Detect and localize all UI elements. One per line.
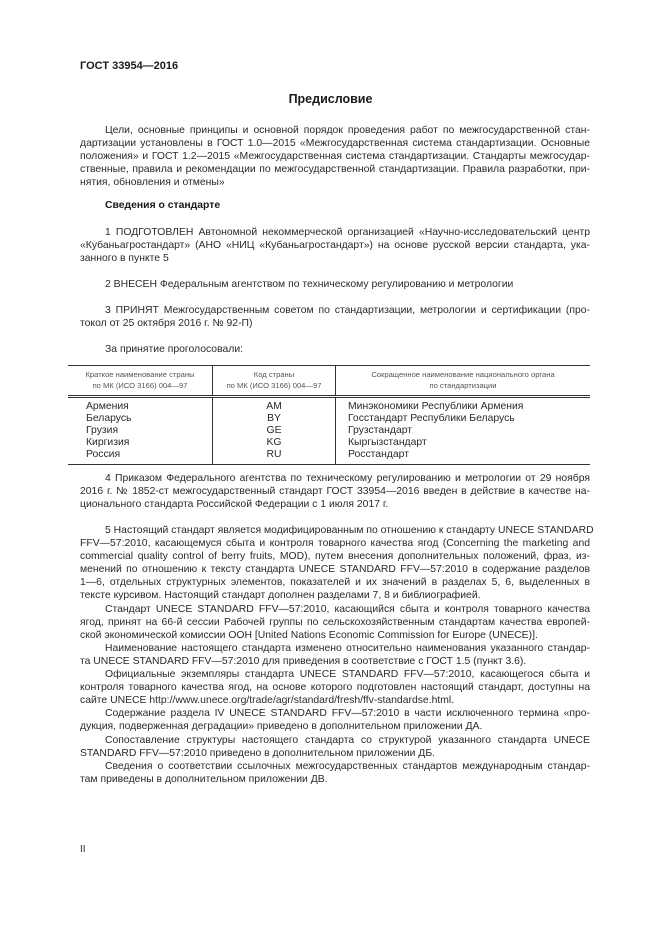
- item-2-paragraph: [80, 278, 590, 291]
- text-line: ционального стандарта Российской Федерации с 1 июля 2017 г.: [80, 499, 389, 511]
- paragraph: [80, 278, 590, 291]
- standards-body: Росстандарт: [336, 449, 591, 465]
- header-line: Код страны: [253, 370, 295, 379]
- text-line: 5 Настоящий стандарт является модифицированным по отношению к стандарту UNECE STANDARD: [105, 525, 594, 536]
- paragraph: [80, 304, 590, 330]
- text-line: 4 Приказом Федерального агентства по техническому регулированию и метрологии от 29 ноября: [105, 473, 590, 484]
- country-code: KG: [213, 437, 336, 449]
- text-line: дартизации установлены в ГОСТ 1.0—2015 «Межгосударственная система стандартизации. Основные: [80, 138, 590, 150]
- country-name: Киргизия: [86, 437, 130, 448]
- country-name: Грузия: [86, 425, 119, 436]
- country-code: GE: [213, 425, 336, 437]
- intro-paragraph: [80, 124, 590, 189]
- item-5-section: [80, 524, 594, 786]
- paragraph: [80, 226, 590, 265]
- text-line: Содержание раздела IV UNECE STANDARD FFV—57:2010 в части исключенного термина «про-: [105, 708, 590, 720]
- item-3-paragraph: [80, 304, 590, 330]
- country-code: AM: [213, 397, 336, 414]
- voting-countries-table: [68, 365, 590, 465]
- text-line: 1—6, отдельных структурных элементов, показателей и их значений в разделах 5, 6, выделенных в: [80, 577, 590, 589]
- header-line: по МК (ИСО 3166) 004—97: [92, 381, 188, 390]
- text-line: STANDARD FFV—57:2010 приведено в дополнительном приложении ДБ.: [80, 747, 436, 759]
- paragraph: [80, 707, 590, 733]
- text-line: контроля товарного качества ягод, на основе которого подготовлен настоящий стандарт, доступны на: [80, 682, 590, 694]
- paragraph: [80, 668, 590, 707]
- paragraph: [80, 642, 590, 668]
- paragraph: [80, 524, 594, 603]
- text-line: FFV—57:2010, касающемуся сбыта и контроля товарного качества ягод (Concerning the marketing and: [80, 538, 590, 550]
- page-number: II: [80, 844, 86, 855]
- paragraph: [80, 472, 590, 511]
- standards-body: Госстандарт Республики Беларусь: [336, 413, 591, 425]
- text-line: 2016 г. № 1852-ст межгосударственный стандарт ГОСТ 33954—2016 введен в действие в качестве на-: [80, 486, 590, 498]
- text-line: ской экономической комиссии ООН [United Nations Economic Commission for Europe (UNECE)].: [80, 629, 538, 641]
- table-row: [68, 449, 590, 465]
- table-row: [68, 397, 590, 414]
- text-line: сайте UNECE http://www.unece.org/trade/agr/standard/fresh/ffv-standardse.html.: [80, 695, 455, 707]
- text-line: Цели, основные принципы и основной порядок проведения работ по межгосударственной стан-: [105, 125, 590, 136]
- header-line: по стандартизации: [429, 381, 497, 390]
- table-row: [68, 425, 590, 437]
- country-code: RU: [213, 449, 336, 465]
- paragraph: [80, 603, 590, 642]
- paragraph: [80, 343, 590, 356]
- text-line: ственные, правила и рекомендации по межгосударственной стандартизации. Правила разработки, при-: [80, 164, 590, 176]
- standards-body: Минэкономики Республики Армения: [336, 397, 591, 414]
- header-line: Краткое наименование страны: [85, 370, 195, 379]
- text-line: Наименование настоящего стандарта изменено относительно наименования указанного стандар-: [105, 642, 590, 654]
- item-1-paragraph: [80, 226, 590, 265]
- table-header-row: [68, 366, 590, 397]
- text-line: та UNECE STANDARD FFV—57:2010 для приведения в соответствие с ГОСТ 1.5 (пункт 3.6).: [80, 655, 527, 667]
- text-line: 3 ПРИНЯТ Межгосударственным советом по стандартизации, метрологии и сертификации (про-: [105, 305, 590, 316]
- country-name: Беларусь: [86, 413, 132, 424]
- text-line: занного в пункте 5: [80, 253, 169, 265]
- standards-body: Кыргызстандарт: [336, 437, 591, 449]
- text-line: нятия, обновления и отмены»: [80, 177, 225, 189]
- document-header-id: ГОСТ 33954—2016: [80, 60, 179, 72]
- text-line: Сведения о соответствии ссылочных межгосударственных стандартов международным стандар-: [105, 760, 590, 772]
- text-line: ягод, принят на 66-й сессии Рабочей группы по сельскохозяйственным стандартам качества европей-: [80, 616, 590, 628]
- text-line: 2 ВНЕСЕН Федеральным агентством по техническому регулированию и метрологии: [105, 279, 514, 290]
- country-code: BY: [213, 413, 336, 425]
- text-line: 1 ПОДГОТОВЛЕН Автономной некоммерческой организацией «Научно-исследовательский центр: [105, 227, 590, 238]
- text-line: токол от 25 октября 2016 г. № 92-П): [80, 318, 253, 330]
- text-line: менений по отношению к тексту стандарта UNECE STANDARD FFV—57:2010 в содержание разделов: [80, 564, 590, 576]
- text-line: Стандарт UNECE STANDARD FFV—57:2010, касающийся сбыта и контроля товарного качества: [105, 603, 590, 615]
- text-line: commercial quality control of berry fruits, MOD), путем внесения дополнительных положений, фраз, из-: [80, 551, 590, 563]
- text-line: положения» и ГОСТ 1.2—2015 «Межгосударственная система стандартизации. Стандарты межгосудар-: [80, 151, 590, 163]
- header-line: по МК (ИСО 3166) 004—97: [226, 381, 322, 390]
- section-subtitle: Сведения о стандарте: [105, 200, 221, 211]
- column-header-organ: [336, 366, 591, 397]
- column-header-code: [213, 366, 336, 397]
- item-4-paragraph: [80, 472, 590, 511]
- page-title: Предисловие: [288, 92, 373, 106]
- text-line: Сопоставление структуры настоящего стандарта со структурой указанного стандарта UNECE: [105, 734, 590, 746]
- table-row: [68, 437, 590, 449]
- text-line: тексте курсивом. Настоящий стандарт дополнен разделами 7, 8 и библиографией.: [80, 590, 481, 602]
- paragraph: [80, 760, 590, 786]
- text-line: За принятие проголосовали:: [105, 344, 244, 355]
- table-row: [68, 413, 590, 425]
- voted-label: [80, 343, 590, 356]
- text-line: там приведены в дополнительном приложении ДВ.: [80, 773, 328, 785]
- text-line: Официальные экземпляры стандарта UNECE STANDARD FFV—57:2010, касающегося сбыта и: [105, 669, 590, 681]
- paragraph: [80, 734, 590, 760]
- country-name: Россия: [68, 449, 213, 465]
- text-line: дукция, подверженная деградации» приведено в дополнительном приложении ДА.: [80, 721, 483, 733]
- column-header-country: [68, 366, 213, 397]
- text-line: «Кубаньагростандарт» (АНО «НИЦ «Кубаньагростандарт») на основе русской версии стандарта, ука-: [80, 240, 590, 252]
- paragraph: [80, 124, 590, 189]
- country-name: Армения: [86, 401, 129, 412]
- standards-body: Грузстандарт: [336, 425, 591, 437]
- header-line: Сокращенное наименование национального органа: [371, 370, 555, 379]
